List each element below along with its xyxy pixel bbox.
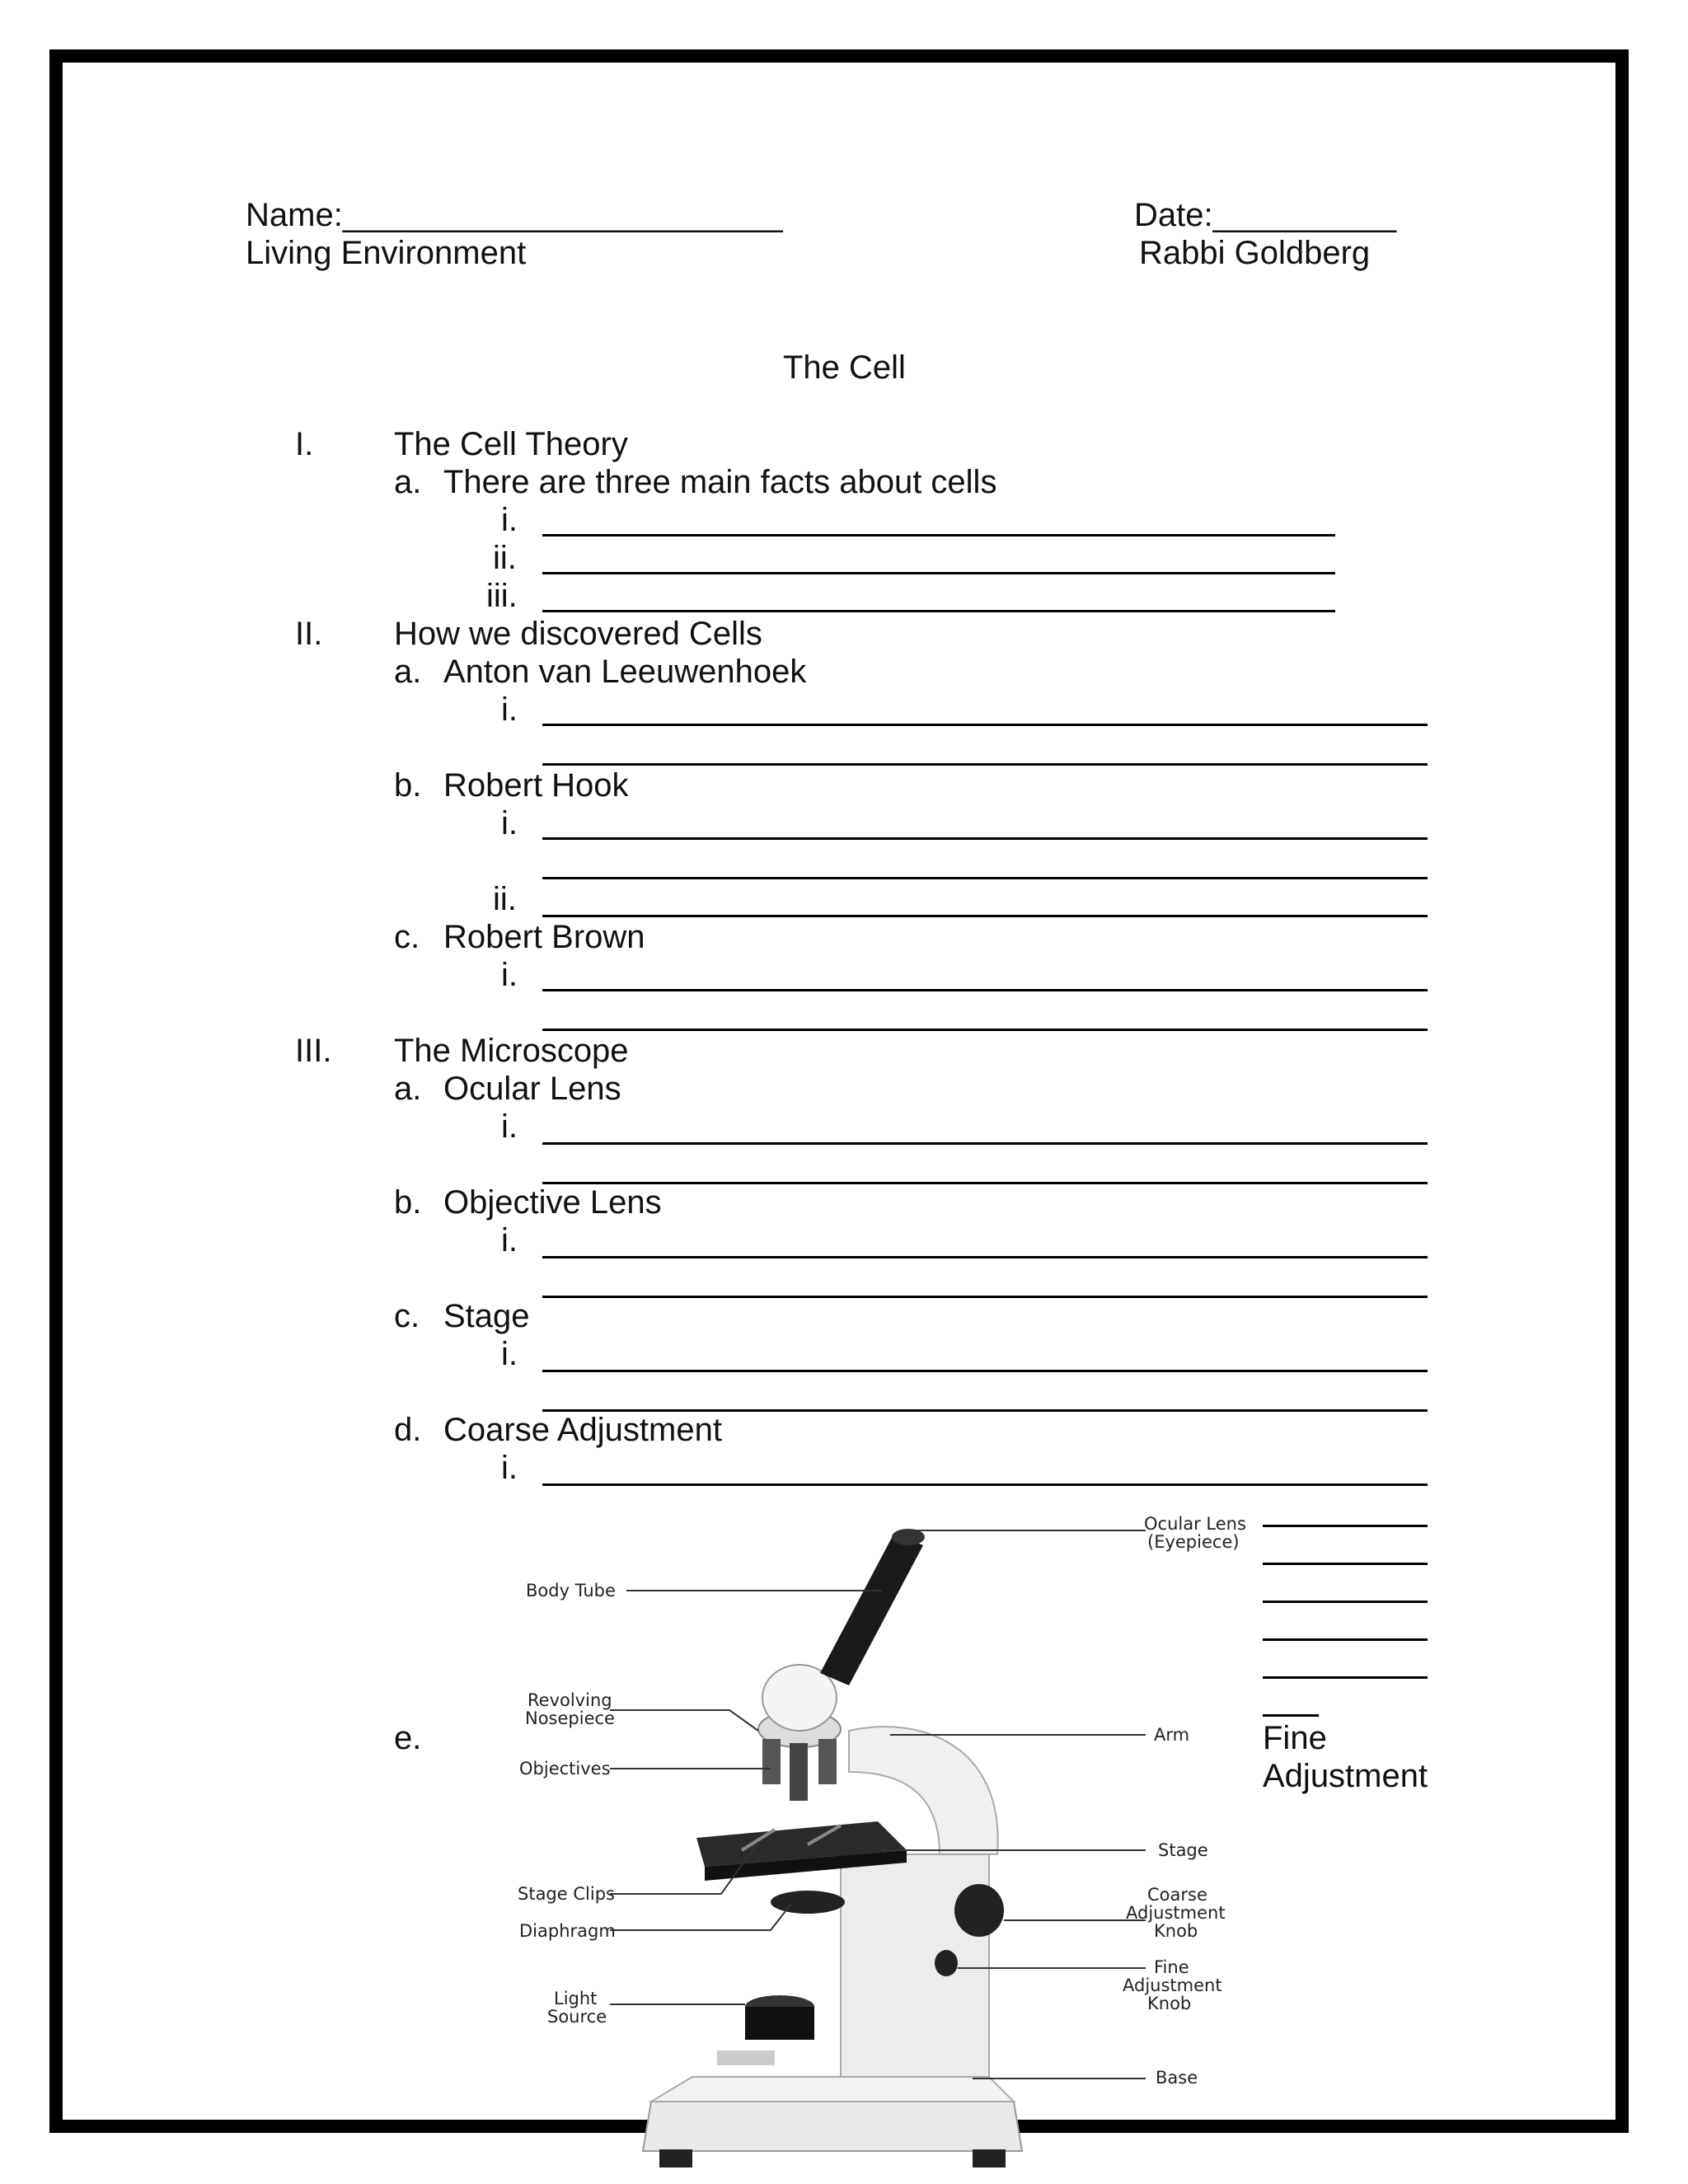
- sub-numeral: i.: [501, 1222, 518, 1258]
- section-numeral: II.: [295, 616, 323, 652]
- section-numeral: III.: [295, 1033, 332, 1069]
- answer-line[interactable]: [542, 1029, 1428, 1031]
- base-shape: [643, 2102, 1022, 2151]
- answer-line[interactable]: [542, 724, 1428, 726]
- answer-line[interactable]: [542, 1256, 1428, 1258]
- label-light: Light: [554, 1989, 598, 2008]
- label-coarse-knob: Knob: [1154, 1921, 1198, 1941]
- label-eyepiece: (Eyepiece): [1147, 1532, 1240, 1552]
- coarse-knob: [954, 1884, 1004, 1937]
- item-letter: d.: [394, 1412, 422, 1448]
- label-fine-adjustment: Adjustment: [1123, 1975, 1222, 1995]
- answer-line[interactable]: [542, 763, 1428, 766]
- answer-line-short[interactable]: [1263, 1525, 1428, 1527]
- sub-numeral: i.: [501, 691, 518, 728]
- answer-line-short[interactable]: [1263, 1563, 1428, 1565]
- item-letter: b.: [394, 1184, 422, 1221]
- base-foot: [659, 2149, 692, 2168]
- label-revolving: Revolving: [528, 1690, 612, 1710]
- label-stage-clips: Stage Clips: [518, 1884, 615, 1904]
- label-body-tube: Body Tube: [526, 1581, 616, 1601]
- page-title: The Cell: [783, 349, 906, 386]
- label-ocular-lens: Ocular Lens: [1144, 1514, 1246, 1534]
- sub-numeral: i.: [501, 1336, 518, 1372]
- label-fine-knob: Knob: [1147, 1994, 1192, 2013]
- item-letter: a.: [394, 654, 422, 690]
- item-letter: a.: [394, 464, 422, 500]
- objective-lens: [790, 1743, 808, 1801]
- base-top: [651, 2077, 1014, 2102]
- answer-line[interactable]: [542, 1483, 1428, 1486]
- leader-line: [610, 1904, 791, 1930]
- body-tube-shape: [820, 1533, 923, 1685]
- course-name: Living Environment: [246, 235, 527, 271]
- answer-line-short[interactable]: [1263, 1601, 1428, 1603]
- answer-line[interactable]: [542, 1142, 1428, 1145]
- section-heading: The Cell Theory: [394, 426, 628, 462]
- section-numeral: I.: [295, 426, 314, 462]
- answer-line[interactable]: [542, 534, 1335, 537]
- objective-lens: [818, 1739, 837, 1784]
- item-text: Stage: [443, 1298, 530, 1334]
- item-letter: c.: [394, 1298, 420, 1334]
- answer-line[interactable]: [542, 915, 1428, 917]
- microscope-diagram: [495, 1500, 1286, 2184]
- answer-line-short[interactable]: [1263, 1638, 1428, 1641]
- objective-lens: [762, 1739, 781, 1784]
- item-text: Robert Brown: [443, 919, 645, 955]
- base-foot: [973, 2149, 1006, 2168]
- answer-line-short[interactable]: [1263, 1676, 1428, 1679]
- label-stage: Stage: [1158, 1840, 1208, 1860]
- label-base: Base: [1156, 2068, 1198, 2088]
- item-letter: c.: [394, 919, 420, 955]
- section-heading: How we discovered Cells: [394, 616, 762, 652]
- answer-line[interactable]: [542, 989, 1428, 991]
- answer-line[interactable]: [542, 1182, 1428, 1184]
- item-text: Robert Hook: [443, 767, 629, 804]
- label-source: Source: [547, 2007, 607, 2027]
- base-label-plate: [717, 2050, 775, 2065]
- label-diaphragm: Diaphragm: [519, 1921, 616, 1941]
- label-nosepiece: Nosepiece: [525, 1708, 615, 1728]
- date-field-label: Date:__________: [1134, 197, 1397, 233]
- section-heading: The Microscope: [394, 1033, 629, 1069]
- item-text: Ocular Lens: [443, 1071, 621, 1107]
- label-arm: Arm: [1154, 1725, 1190, 1745]
- label-objectives: Objectives: [519, 1759, 611, 1779]
- item-text: Coarse Adjustment: [443, 1412, 722, 1448]
- sub-numeral: i.: [501, 957, 518, 993]
- name-field-label: Name:________________________: [246, 197, 783, 233]
- item-letter: e.: [394, 1720, 422, 1756]
- answer-line[interactable]: [542, 1370, 1428, 1372]
- item-text: There are three main facts about cells: [443, 464, 997, 500]
- sub-numeral: i.: [501, 1108, 518, 1145]
- answer-line[interactable]: [542, 877, 1428, 879]
- sub-numeral: i.: [501, 502, 518, 538]
- leader-line: [610, 1710, 758, 1731]
- fine-knob: [935, 1950, 958, 1976]
- item-letter: a.: [394, 1071, 422, 1107]
- light-source-body: [745, 2007, 814, 2040]
- sub-numeral: ii.: [493, 540, 517, 576]
- teacher-name: Rabbi Goldberg: [1139, 235, 1371, 271]
- item-text: Anton van Leeuwenhoek: [443, 654, 807, 690]
- answer-line[interactable]: [542, 572, 1335, 574]
- label-fine: Fine: [1154, 1957, 1189, 1977]
- sub-numeral: i.: [501, 805, 518, 841]
- label-coarse: Coarse: [1147, 1885, 1207, 1905]
- answer-line[interactable]: [542, 837, 1428, 840]
- item-text: Objective Lens: [443, 1184, 662, 1221]
- item-letter: b.: [394, 767, 422, 804]
- answer-line[interactable]: [542, 610, 1335, 612]
- adjustment-answer-word: Adjustment: [1263, 1758, 1428, 1794]
- diaphragm-shape: [771, 1891, 845, 1914]
- sub-numeral: i.: [501, 1450, 518, 1486]
- sub-numeral: ii.: [493, 881, 517, 917]
- answer-line[interactable]: [542, 1296, 1428, 1298]
- label-coarse-adjustment: Adjustment: [1126, 1903, 1226, 1923]
- sub-numeral: iii.: [486, 578, 518, 614]
- fine-answer-word: Fine: [1263, 1720, 1327, 1756]
